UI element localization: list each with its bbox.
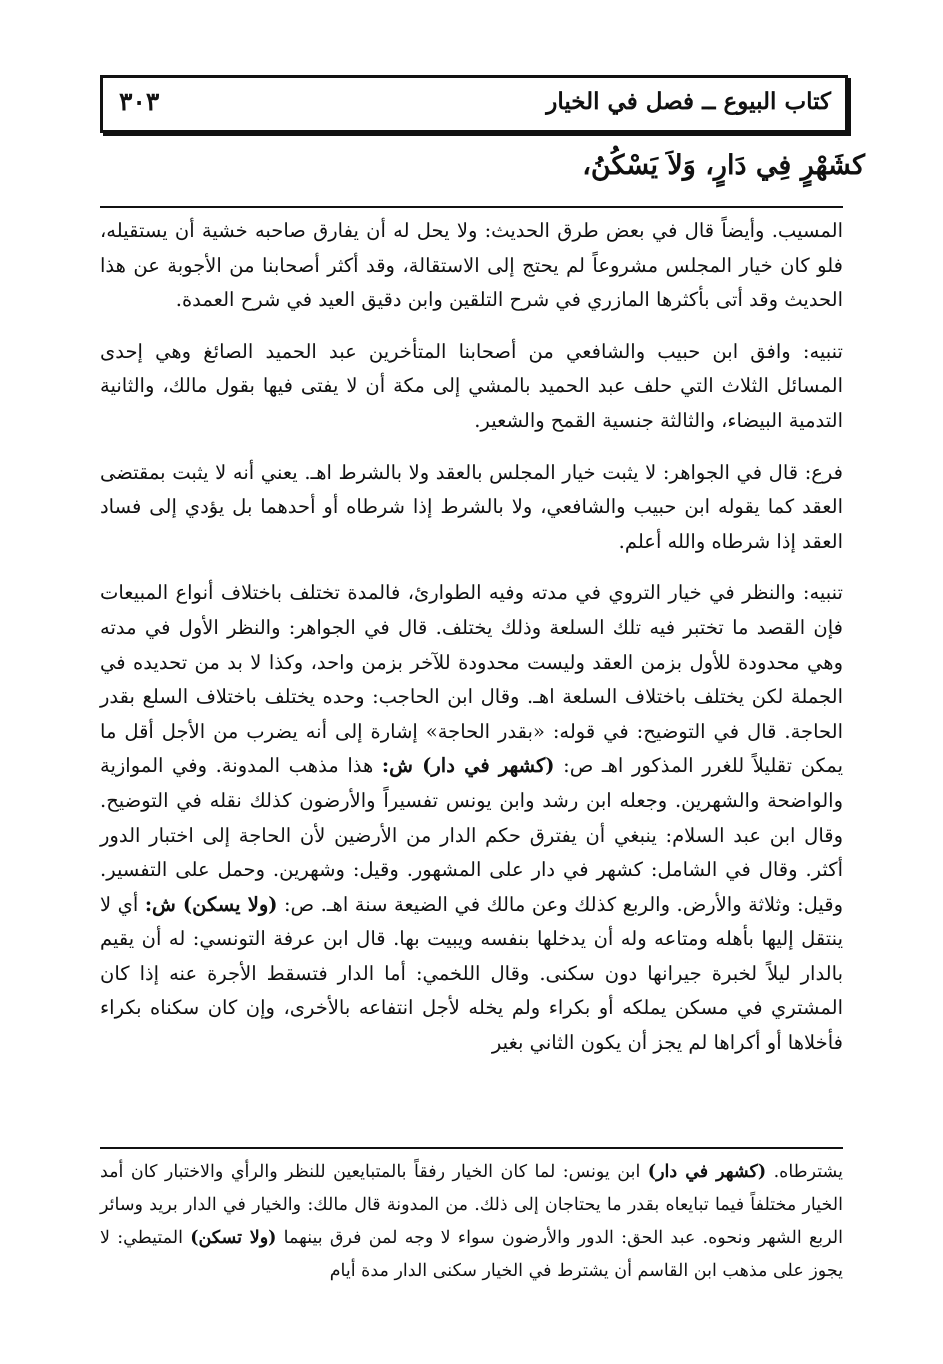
quoted-matn: (كشهر في دار) [647, 1162, 767, 1182]
paragraph: تنبيه: وافق ابن حبيب والشافعي من أصحابنا المتأخرين عبد الحميد الصائغ وهي إحدى المسائل الثلاث التي حلف عبد الحميد بالمشي إلى مكة أن لا يفتى فيها بقول مالك، والثانية التدمية البيضاء، والثالثة جنسية القمح والشعير. [100, 339, 843, 432]
matn-text: كشَهْرٍ فِي دَارٍ، وَلاَ يَسْكُنُ، [582, 150, 865, 181]
page-number: ٣٠٣ [119, 87, 160, 116]
footnote-separator [100, 1147, 843, 1149]
text-run: المتيطي: لا يجوز على مذهب ابن القاسم أن يشترط في الخيار سكنى الدار مدة أيام [100, 1228, 843, 1281]
commentary-body [100, 214, 843, 1061]
header-title: كتاب البيوع ــ فصل في الخيار [546, 88, 831, 115]
text-run: يشترطاه. [766, 1162, 844, 1182]
paragraph: فرع: قال في الجواهر: لا يثبت خيار المجلس بالعقد ولا بالشرط اهـ. يعني أنه لا يثبت بمقتضى العقد كما يقوله ابن حبيب والشافعي، ولا بالشرط إذا شرطاه أو أحدهما بل يؤدي إلى فساد العقد إذا شرطاه والله أعلم. [100, 460, 843, 553]
footnote-paragraph [100, 1156, 843, 1288]
matn-separator [100, 206, 843, 208]
running-header [100, 75, 848, 133]
paragraph: المسيب. وأيضاً قال في بعض طرق الحديث: ولا يحل له أن يفارق صاحبه خشية أن يستقيله، فلو كان خيار المجلس مشروعاً لم يحتج إلى الاستقالة، وقد أكثر أصحابنا من الأجوبة عن هذا الحديث وقد أتى بأكثرها المازري في شرح التلقين وابن دقيق العيد في شرح العمدة. [100, 219, 843, 312]
paragraph-long [100, 576, 843, 1060]
text-run: أي لا ينتقل إليها بأهله ومتاعه وله أن يدخلها بنفسه ويبيت بها. قال ابن عرفة التونسي: له أن يقيم بالدار ليلاً لخبرة جيرانها دون سكنى. وقال اللخمي: أما الدار فتسقط الأجرة عنه إذا كان المشتري في مسكن يملكه أو بكراء ولم يخله لأجل انتفاعه بالأخرى، وإن كان سكناه بكراء فأخلاها أو أكراها لم يجز أن يكون الثاني بغير [100, 892, 843, 1055]
quoted-matn: (ولا يسكن) ش: [144, 892, 278, 916]
text-run: هذا مذهب المدونة. وفي الموازية والواضحة والشهرين. وجعله ابن رشد وابن يونس تفسيراً والأرضون كذلك نقله في التوضيح. وقال ابن عبد السلام: ينبغي أن يفترق حكم الدار من الأرضين لأن الحاجة إلى اختبار الدور أكثر. وقال في الشامل: كشهر في دار على المشهور. وقيل: وشهرين. وحمل على التفسير. وقيل: وثلاثة والأرض. والربع كذلك وعن مالك في الضيعة سنة اهـ. ص: [100, 754, 843, 916]
text-run: تنبيه: والنظر في خيار التروي في مدته وفيه الطوارئ، فالمدة تختلف باختلاف أنواع المبيعات فإن القصد ما تختبر فيه تلك السلعة وذلك يختلف. قال في الجواهر: والنظر الأول في مدته وهي محدودة للأول بزمن العقد وليست محدودة للآخر بزمن واحد، وكذا لا بد من تحديده في الجملة لكن يختلف باختلاف السلعة اهـ. وقال ابن الحاجب: وحده يختلف باختلاف السلع بقدر الحاجة. قال في التوضيح: في قوله: «بقدر الحاجة» إشارة إلى أنه يضرب من الأجل أقل ما يمكن تقليلاً للغرر المذكور اهـ ص: [100, 581, 844, 778]
quoted-matn: (ولا تسكن) [190, 1228, 277, 1248]
footnote-section [100, 1156, 843, 1288]
quoted-matn: (كشهر في دار) ش: [381, 754, 555, 778]
text-run: ابن يونس: لما كان الخيار رفقاً بالمتبايعين للنظر والرأي والاختبار كان أمد الخيار مختلفاً فيما تبايعاه بقدر ما يحتاجان إلى ذلك. من المدونة قال مالك: والخيار في الدار بريد وسائر الربع الشهر ونحوه. عبد الحق: الدور والأرضون سواء لا وجه لمن فرق بينهما [100, 1162, 843, 1248]
